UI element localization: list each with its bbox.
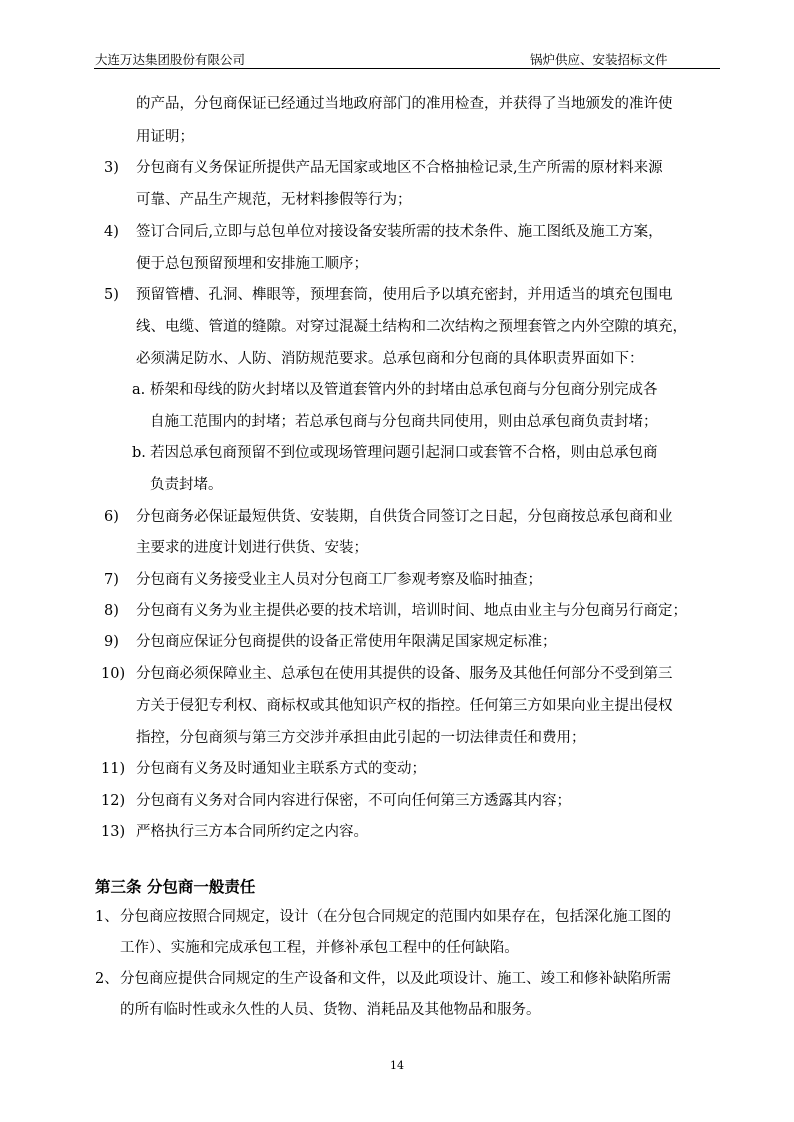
item-6-line-2: 主要求的进度计划进行供货、安装；: [136, 540, 368, 556]
header-doc-title: 锅炉供应、安装招标文件: [530, 52, 668, 67]
item-2-line-2: 用证明；: [136, 129, 194, 145]
item-10-line-1: 分包商必须保障业主、总承包在使用其提供的设备、服务及其他任何部分不受到第三: [136, 666, 673, 682]
item-4-line-1: 签订合同后,立即与总包单位对接设备安装所需的技术条件、施工图纸及施工方案，: [136, 224, 663, 240]
item-8-line-1: 分包商有义务为业主提供必要的技术培训，培训时间、地点由业主与分包商另行商定；: [136, 603, 687, 619]
header-divider: [94, 68, 720, 69]
item-12-line-1: 分包商有义务对合同内容进行保密，不可向任何第三方透露其内容；: [136, 793, 571, 809]
item-6-line-1: 分包商务必保证最短供货、安装期，自供货合同签订之日起，分包商按总承包商和业: [136, 509, 673, 525]
item-6-number: 6): [104, 509, 119, 525]
item-9-number: 9): [104, 634, 119, 650]
item-13-number: 13): [101, 824, 126, 840]
item-5b-number: b.: [132, 445, 146, 461]
item-3-line-1: 分包商有义务保证所提供产品无国家或地区不合格抽检记录,生产所需的原材料来源: [136, 160, 663, 176]
item-5-line-3: 必须满足防水、人防、消防规范要求。总承包商和分包商的具体职责界面如下：: [136, 351, 644, 367]
item-10-line-3: 指控，分包商须与第三方交涉并承担由此引起的一切法律责任和费用；: [136, 730, 586, 746]
section-item-1-line-2: 工作）、实施和完成承包工程，并修补承包工程中的任何缺陷。: [120, 940, 519, 956]
item-8-number: 8): [104, 603, 119, 619]
section-item-2-line-2: 的所有临时性或永久性的人员、货物、消耗品及其他物品和服务。: [120, 1002, 541, 1018]
item-5b-line-1: 若因总承包商预留不到位或现场管理问题引起洞口或套管不合格，则由总承包商: [150, 445, 658, 461]
item-9-line-1: 分包商应保证分包商提供的设备正常使用年限满足国家规定标准；: [136, 634, 557, 650]
page-number: 14: [390, 1059, 404, 1072]
item-13-line-1: 严格执行三方本合同所约定之内容。: [136, 824, 368, 840]
section-item-2-number: 2、: [95, 971, 119, 987]
item-11-number: 11): [101, 761, 126, 777]
item-5a-line-1: 桥架和母线的防火封堵以及管道套管内外的封堵由总承包商与分包商分别完成各: [150, 382, 658, 398]
item-5-line-2: 线、电缆、管道的缝隙。对穿过混凝土结构和二次结构之预埋套管之内外空隙的填充，: [136, 319, 687, 335]
item-5-number: 5): [104, 287, 119, 303]
item-7-number: 7): [104, 572, 119, 588]
section-item-1-line-1: 分包商应按照合同规定，设计（在分包合同规定的范围内如果存在，包括深化施工图的: [120, 909, 671, 925]
item-12-number: 12): [101, 793, 126, 809]
section-item-2-line-1: 分包商应提供合同规定的生产设备和文件，以及此项设计、施工、竣工和修补缺陷所需: [120, 971, 671, 987]
item-10-number: 10): [101, 666, 126, 682]
item-7-line-1: 分包商有义务接受业主人员对分包商工厂参观考察及临时抽查；: [136, 572, 542, 588]
item-11-line-1: 分包商有义务及时通知业主联系方式的变动；: [136, 761, 426, 777]
header-company: 大连万达集团股份有限公司: [95, 52, 246, 67]
item-3-line-2: 可靠、产品生产规范，无材料掺假等行为；: [136, 192, 412, 208]
item-2-line-1: 的产品，分包商保证已经通过当地政府部门的准用检查，并获得了当地颁发的准许使: [136, 96, 673, 112]
item-10-line-2: 方关于侵犯专利权、商标权或其他知识产权的指控。任何第三方如果向业主提出侵权: [136, 698, 673, 714]
item-4-number: 4): [104, 224, 119, 240]
item-4-line-2: 便于总包预留预埋和安排施工顺序；: [136, 256, 368, 272]
section-heading: 第三条 分包商一般责任: [95, 878, 256, 896]
item-5b-line-2: 负责封堵。: [150, 477, 223, 493]
item-5a-number: a.: [132, 382, 146, 398]
item-5-line-1: 预留管槽、孔洞、榫眼等，预埋套筒，使用后予以填充密封，并用适当的填充包围电: [136, 287, 673, 303]
item-5a-line-2: 自施工范围内的封堵；若总承包商与分包商共同使用，则由总承包商负责封堵；: [150, 414, 658, 430]
item-3-number: 3): [104, 160, 119, 176]
section-item-1-number: 1、: [95, 909, 119, 925]
